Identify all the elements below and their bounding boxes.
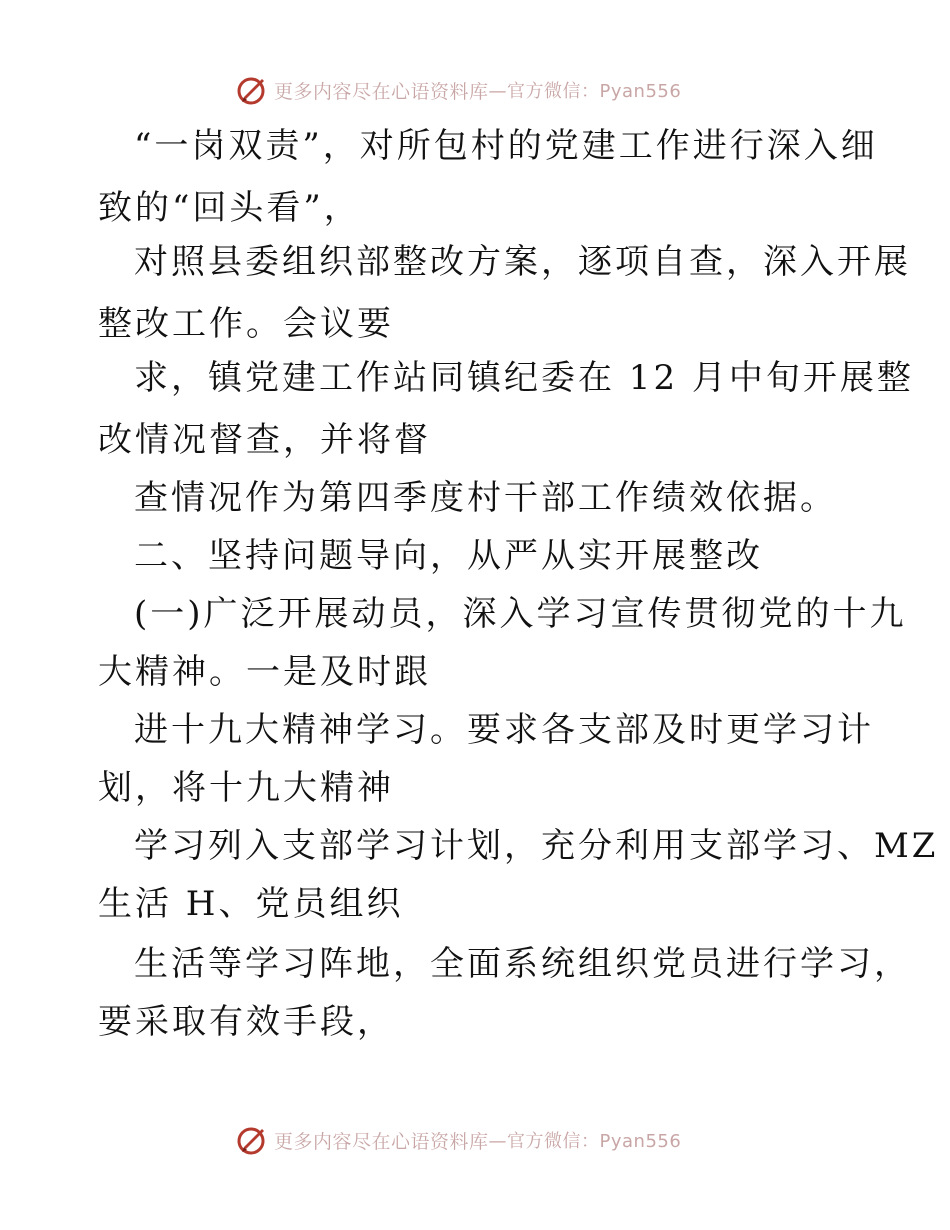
body-line-16: 要采取有效手段， bbox=[98, 1002, 394, 1042]
pen-logo-icon bbox=[236, 73, 270, 107]
pen-logo-icon bbox=[236, 1123, 270, 1157]
header-banner-wechat-text: —官方微信：Pyan556 bbox=[488, 81, 682, 102]
header-banner bbox=[236, 72, 681, 108]
section-heading-2: 二、坚持问题导向，从严从实开展整改 bbox=[134, 536, 763, 576]
footer-banner-wechat-text: —官方微信：Pyan556 bbox=[488, 1131, 682, 1152]
header-banner-main-text: 更多内容尽在心语资料库 bbox=[274, 80, 489, 103]
body-line-3: 对照县委组织部整改方案，逐项自查，深入开展 bbox=[134, 242, 911, 282]
body-line-7: 查情况作为第四季度村干部工作绩效依据。 bbox=[134, 478, 837, 518]
body-line-10: 大精神。一是及时跟 bbox=[98, 652, 431, 692]
body-line-6: 改情况督查，并将督 bbox=[98, 420, 431, 460]
body-line-4: 整改工作。会议要 bbox=[98, 304, 394, 344]
footer-banner-main-text: 更多内容尽在心语资料库 bbox=[274, 1130, 489, 1153]
body-line-13: 学习列入支部学习计划，充分利用支部学习、MZ bbox=[134, 826, 939, 866]
body-line-5: 求，镇党建工作站同镇纪委在 12 月中旬开展整 bbox=[134, 358, 914, 398]
body-line-14: 生活 H、党员组织 bbox=[98, 884, 404, 924]
footer-banner bbox=[236, 1122, 681, 1158]
body-line-9: (一)广泛开展动员，深入学习宣传贯彻党的十九 bbox=[134, 594, 907, 634]
body-line-2: 致的“回头看”， bbox=[98, 188, 361, 228]
body-line-11: 进十九大精神学习。要求各支部及时更学习计 bbox=[134, 710, 874, 750]
body-line-12: 划，将十九大精神 bbox=[98, 768, 394, 808]
body-line-15: 生活等学习阵地，全面系统组织党员进行学习， bbox=[134, 944, 911, 984]
body-line-1: “一岗双责”，对所包村的党建工作进行深入细 bbox=[134, 126, 878, 166]
